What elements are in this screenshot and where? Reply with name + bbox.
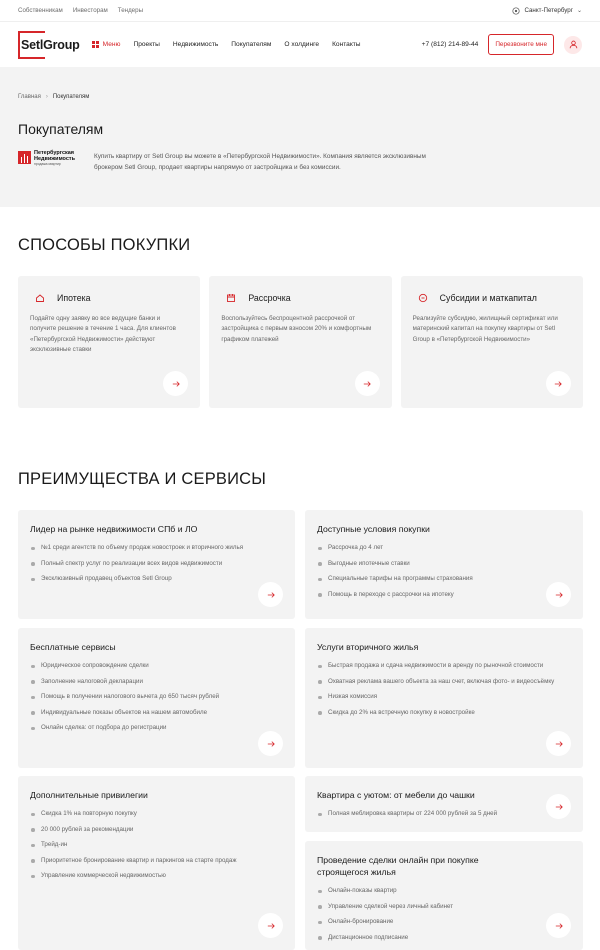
list-item: Выгодные ипотечные ставки <box>317 559 571 570</box>
arrow-right-icon <box>554 380 562 388</box>
home-icon <box>35 293 45 303</box>
city-selector[interactable] <box>512 7 582 15</box>
advantage-card-furnishing[interactable] <box>305 776 583 832</box>
advantage-card-title: Квартира с уютом: от мебели до чашки <box>317 790 475 800</box>
arrow-right-button[interactable] <box>546 913 571 938</box>
list-item: Трейд-ин <box>30 840 283 851</box>
nav-projects[interactable]: Проекты <box>133 41 160 48</box>
way-card-text: Реализуйте субсидию, жилищный сертификат или материнский капитал на покупку квартиры от Setl Group в «Петербургской Недвижимости» <box>412 315 558 343</box>
advantage-card-title: Проведение сделки онлайн при покупке строящегося жилья <box>317 855 479 877</box>
menu-button[interactable] <box>92 41 121 48</box>
arrow-right-icon <box>555 591 563 599</box>
arrow-right-button[interactable] <box>258 913 283 938</box>
list-item: Заполнение налоговой декларации <box>30 677 283 688</box>
advantages-title: ПРЕИМУЩЕСТВА И СЕРВИСЫ <box>18 470 267 488</box>
breadcrumb-current: Покупателям <box>52 94 90 100</box>
top-link-owners[interactable]: Собственникам <box>18 7 63 14</box>
nav-buyers[interactable]: Покупателям <box>231 41 272 48</box>
hero-section <box>0 67 600 207</box>
list-item: Рассрочка до 4 лет <box>317 543 571 554</box>
list-item: Эксклюзивный продавец объектов Setl Group <box>30 574 283 585</box>
advantage-card-title: Дополнительные привилегии <box>30 790 148 800</box>
list-item: Помощь в получении налогового вычета до 650 тысяч рублей <box>30 692 283 703</box>
header-right <box>422 34 582 55</box>
advantage-card-leader[interactable] <box>18 510 295 619</box>
advantage-list <box>30 661 283 734</box>
way-card-installment[interactable] <box>209 276 391 408</box>
arrow-right-icon <box>267 922 275 930</box>
location-icon <box>512 7 520 15</box>
menu-label: Меню <box>102 41 121 48</box>
list-item: Дистанционное подписание <box>317 933 571 944</box>
logo[interactable] <box>18 31 80 59</box>
main-nav <box>92 41 361 48</box>
advantage-list <box>30 809 283 882</box>
list-item: Скидка до 2% на встречную покупку в новостройке <box>317 708 571 719</box>
list-item: Скидка 1% на повторную покупку <box>30 809 283 820</box>
way-card-text: Воспользуйтесь беспроцентной рассрочкой от застройщика с первым взносом 20% и комфортным графиком платежей <box>221 315 372 343</box>
way-card-head <box>221 293 379 303</box>
list-item: Полный спектр услуг по реализации всех видов недвижимости <box>30 559 283 570</box>
nav-contacts[interactable]: Контакты <box>332 41 361 48</box>
advantage-card-terms[interactable] <box>305 510 583 619</box>
list-item: Управление сделкой через личный кабинет <box>317 902 571 913</box>
arrow-right-button[interactable] <box>355 371 380 396</box>
advantage-list <box>317 661 571 718</box>
grid-icon <box>92 41 99 48</box>
arrow-right-button[interactable] <box>258 731 283 756</box>
list-item: Онлайн сделка: от подбора до регистрации <box>30 723 283 734</box>
way-card-head <box>413 293 571 303</box>
ways-title: СПОСОБЫ ПОКУПКИ <box>18 236 191 254</box>
advantage-card-online-deal[interactable] <box>305 841 583 950</box>
list-item: Полная меблировка квартиры от 224 000 рублей за 5 дней <box>317 809 571 820</box>
arrow-right-icon <box>267 740 275 748</box>
list-item: Управление коммерческой недвижимостью <box>30 871 283 882</box>
way-card-subsidy[interactable] <box>401 276 583 408</box>
broker-logo-mark <box>18 151 31 164</box>
arrow-right-button[interactable] <box>258 582 283 607</box>
broker-info <box>18 151 582 173</box>
logo-text: SetlGroup <box>21 37 80 52</box>
broker-tagline: продажа квартир <box>34 162 61 166</box>
top-links <box>18 7 143 14</box>
callback-button[interactable]: Перезвоните мне <box>488 34 554 55</box>
list-item: Приоритетное бронирование квартир и паркингов на старте продаж <box>30 856 283 867</box>
phone-link[interactable]: +7 (812) 214-89-44 <box>421 41 479 48</box>
way-card-title: Субсидии и маткапитал <box>439 293 537 303</box>
advantage-card-free-services[interactable] <box>18 628 295 768</box>
way-card-text: Подайте одну заявку во все ведущие банки и получите решение в течение 1 часа. Для клиентов «Петербургской Недвижимости» действуют эксклюзивные ставки <box>30 315 176 353</box>
arrow-right-icon <box>555 922 563 930</box>
calendar-icon <box>226 293 236 303</box>
advantage-list <box>317 543 571 600</box>
way-card-mortgage[interactable] <box>18 276 200 408</box>
top-link-tenders[interactable]: Тендеры <box>117 7 144 14</box>
breadcrumb-home[interactable]: Главная <box>18 94 41 100</box>
list-item: Онлайн-показы квартир <box>317 886 571 897</box>
arrow-right-button[interactable] <box>546 582 571 607</box>
arrow-right-icon <box>555 803 563 811</box>
list-item: Низкая комиссия <box>317 692 571 703</box>
header <box>0 22 600 67</box>
city-label: Санкт-Петербург <box>524 7 573 14</box>
advantage-card-title: Доступные условия покупки <box>317 524 430 534</box>
way-card-title: Ипотека <box>57 293 91 303</box>
way-card-title: Рассрочка <box>248 293 291 303</box>
broker-description: Купить квартиру от Setl Group вы можете в «Петербургской Недвижимости». Компания является эксклюзивным брокером Setl Group, продает квартиры напрямую от застройщика и без комиссии. <box>94 153 426 171</box>
advantage-card-title: Бесплатные сервисы <box>30 642 116 652</box>
arrow-right-icon <box>172 380 180 388</box>
broker-logo-text <box>34 151 75 166</box>
nav-about[interactable]: О холдинге <box>284 41 320 48</box>
user-button[interactable] <box>564 36 582 54</box>
arrow-right-icon <box>363 380 371 388</box>
page-title: Покупателям <box>18 121 104 137</box>
list-item: Юридическое сопровождение сделки <box>30 661 283 672</box>
arrow-right-button[interactable] <box>546 731 571 756</box>
advantage-list <box>30 543 283 585</box>
arrow-right-button[interactable] <box>546 371 571 396</box>
user-icon <box>569 40 578 49</box>
list-item: Помощь в переходе с рассрочки на ипотеку <box>317 590 571 601</box>
top-link-investors[interactable]: Инвесторам <box>72 7 108 14</box>
list-item: Охватная реклама вашего объекта за наш счет, включая фото- и видеосъёмку <box>317 677 571 688</box>
list-item: Быстрая продажа и сдача недвижимости в аренду по рыночной стоимости <box>317 661 571 672</box>
top-bar <box>0 0 600 22</box>
breadcrumb <box>18 67 582 100</box>
list-item: 20 000 рублей за рекомендации <box>30 825 283 836</box>
list-item: №1 среди агентств по объему продаж новостроек и вторичного жилья <box>30 543 283 554</box>
arrow-right-icon <box>267 591 275 599</box>
arrow-right-button[interactable] <box>163 371 188 396</box>
broker-logo <box>18 151 94 166</box>
list-item: Онлайн-бронирование <box>317 917 571 928</box>
nav-realty[interactable]: Недвижимость <box>172 41 219 48</box>
list-item: Специальные тарифы на программы страхования <box>317 574 571 585</box>
advantage-card-title: Услуги вторичного жилья <box>317 642 419 652</box>
advantage-list <box>317 809 571 820</box>
broker-name-line2: Недвижимость <box>34 155 75 162</box>
chevron-down-icon: ⌄ <box>576 8 582 14</box>
list-item: Индивидуальные показы объектов на нашем автомобиле <box>30 708 283 719</box>
arrow-right-icon <box>555 740 563 748</box>
coin-icon <box>418 293 428 303</box>
advantage-card-title: Лидер на рынке недвижимости СПб и ЛО <box>30 524 198 534</box>
broker-name-line1: Петербургская <box>34 150 75 156</box>
arrow-right-button[interactable] <box>546 794 571 819</box>
way-card-head <box>30 293 188 303</box>
breadcrumb-separator: › <box>45 94 48 100</box>
advantage-list <box>317 886 571 943</box>
advantage-card-secondary[interactable] <box>305 628 583 768</box>
advantage-card-privileges[interactable] <box>18 776 295 950</box>
ways-list <box>18 276 583 408</box>
